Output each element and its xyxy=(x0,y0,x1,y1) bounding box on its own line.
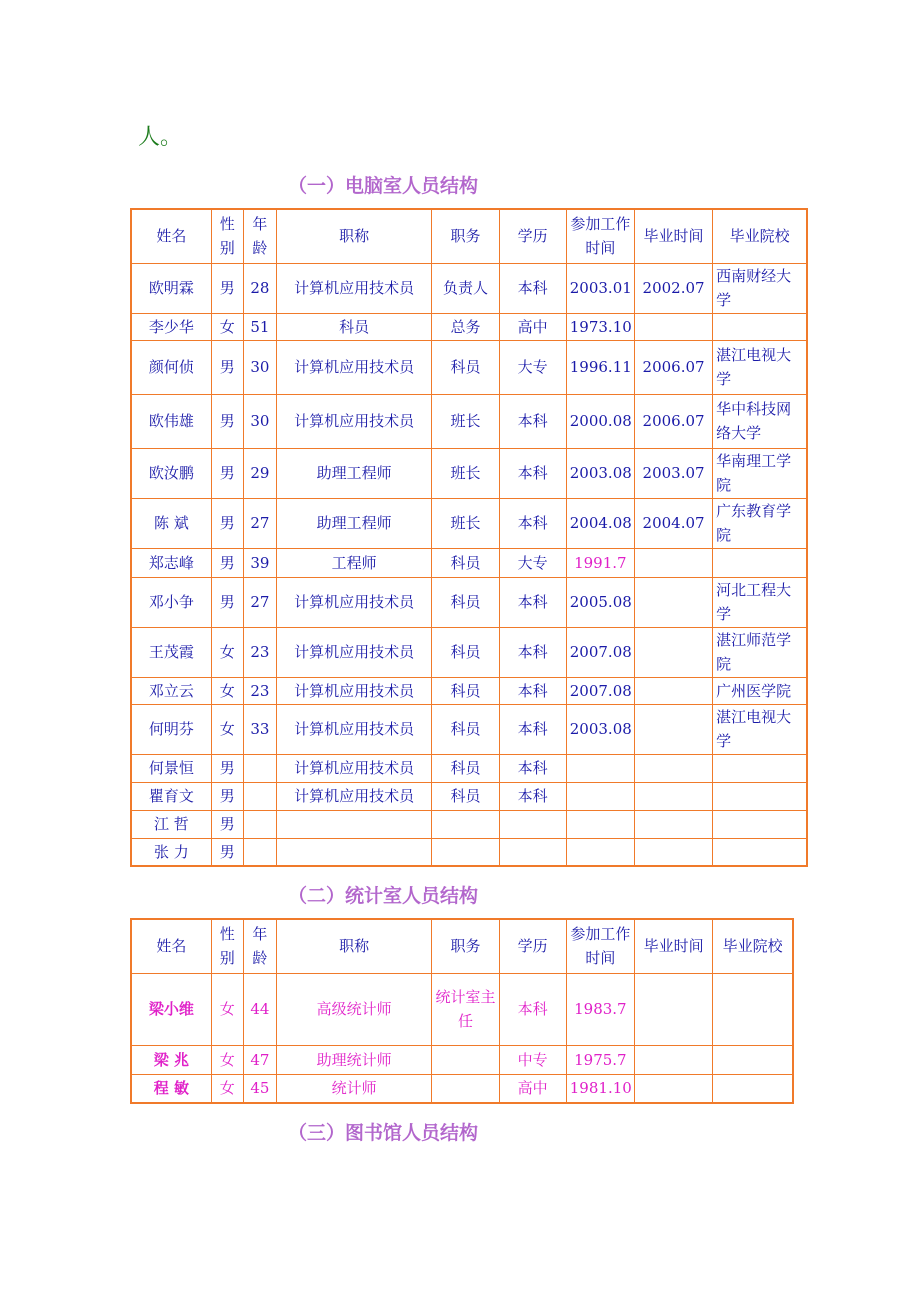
table-row xyxy=(131,263,807,313)
cell-grad-time xyxy=(634,704,712,754)
cell-education: 本科 xyxy=(499,782,566,810)
cell-position: 班长 xyxy=(432,498,499,548)
col-grad-time: 毕业时间 xyxy=(634,919,712,973)
cell-grad-time xyxy=(634,782,712,810)
cell-position xyxy=(432,1045,499,1074)
cell-age: 29 xyxy=(243,448,276,498)
cell-school: 河北工程大学 xyxy=(713,577,807,627)
cell-position xyxy=(432,838,499,866)
cell-school: 广东教育学院 xyxy=(713,498,807,548)
cell-position: 科员 xyxy=(432,548,499,577)
table-row xyxy=(131,340,807,394)
col-age: 年龄 xyxy=(243,919,276,973)
cell-work-start: 2003.08 xyxy=(566,704,634,754)
col-work-start: 参加工作时间 xyxy=(566,209,634,263)
cell-school xyxy=(713,313,807,340)
cell-title: 计算机应用技术员 xyxy=(276,263,431,313)
cell-education: 大专 xyxy=(499,340,566,394)
cell-age xyxy=(243,838,276,866)
cell-education: 大专 xyxy=(499,548,566,577)
cell-school: 湛江电视大学 xyxy=(713,704,807,754)
cell-education: 本科 xyxy=(499,677,566,704)
cell-work-start: 1991.7 xyxy=(566,548,634,577)
cell-name: 陈 斌 xyxy=(131,498,211,548)
cell-grad-time xyxy=(634,810,712,838)
cell-education: 中专 xyxy=(499,1045,566,1074)
cell-age: 47 xyxy=(243,1045,276,1074)
section-title-library: （三）图书馆人员结构 xyxy=(288,1122,479,1144)
col-title: 职称 xyxy=(276,919,431,973)
cell-education: 本科 xyxy=(499,973,566,1045)
cell-grad-time xyxy=(634,838,712,866)
cell-name: 何景恒 xyxy=(131,754,211,782)
table-row xyxy=(131,1045,793,1074)
cell-school: 华中科技网络大学 xyxy=(713,394,807,448)
cell-school xyxy=(713,548,807,577)
cell-work-start: 2004.08 xyxy=(566,498,634,548)
cell-work-start: 2007.08 xyxy=(566,677,634,704)
cell-age: 27 xyxy=(243,498,276,548)
cell-title: 助理统计师 xyxy=(276,1045,431,1074)
table-row xyxy=(131,577,807,627)
section-title-computer-room: （一）电脑室人员结构 xyxy=(288,175,479,197)
cell-school: 广州医学院 xyxy=(713,677,807,704)
cell-name: 江 哲 xyxy=(131,810,211,838)
table-row xyxy=(131,677,807,704)
cell-gender: 男 xyxy=(211,394,243,448)
col-school: 毕业院校 xyxy=(713,209,807,263)
cell-school: 西南财经大学 xyxy=(713,263,807,313)
cell-title: 计算机应用技术员 xyxy=(276,394,431,448)
cell-gender: 男 xyxy=(211,838,243,866)
cell-name: 欧明霖 xyxy=(131,263,211,313)
section-title-statistics-room: （二）统计室人员结构 xyxy=(288,885,479,907)
cell-position: 科员 xyxy=(432,677,499,704)
cell-gender: 男 xyxy=(211,810,243,838)
cell-education xyxy=(499,838,566,866)
col-name: 姓名 xyxy=(131,209,211,263)
table-row xyxy=(131,810,807,838)
cell-education: 本科 xyxy=(499,263,566,313)
cell-age: 39 xyxy=(243,548,276,577)
cell-name: 梁 兆 xyxy=(131,1045,211,1074)
cell-age: 51 xyxy=(243,313,276,340)
cell-work-start xyxy=(566,754,634,782)
cell-grad-time xyxy=(634,1074,712,1103)
computer-room-staff-table xyxy=(130,208,808,867)
cell-work-start xyxy=(566,782,634,810)
cell-age xyxy=(243,754,276,782)
cell-gender: 男 xyxy=(211,340,243,394)
cell-gender: 男 xyxy=(211,782,243,810)
cell-work-start xyxy=(566,838,634,866)
cell-grad-time: 2004.07 xyxy=(634,498,712,548)
cell-education: 本科 xyxy=(499,498,566,548)
cell-position: 科员 xyxy=(432,577,499,627)
cell-education: 本科 xyxy=(499,448,566,498)
cell-name: 李少华 xyxy=(131,313,211,340)
cell-education: 本科 xyxy=(499,704,566,754)
cell-school: 华南理工学院 xyxy=(713,448,807,498)
cell-position: 总务 xyxy=(432,313,499,340)
cell-grad-time xyxy=(634,577,712,627)
cell-title: 计算机应用技术员 xyxy=(276,754,431,782)
cell-position xyxy=(432,810,499,838)
cell-name: 王茂霞 xyxy=(131,627,211,677)
cell-work-start: 1981.10 xyxy=(566,1074,634,1103)
cell-work-start: 2000.08 xyxy=(566,394,634,448)
col-age: 年龄 xyxy=(243,209,276,263)
cell-grad-time xyxy=(634,754,712,782)
table-header-row xyxy=(131,209,807,263)
cell-work-start: 2007.08 xyxy=(566,627,634,677)
cell-work-start: 1975.7 xyxy=(566,1045,634,1074)
col-education: 学历 xyxy=(499,919,566,973)
cell-title xyxy=(276,810,431,838)
cell-position: 班长 xyxy=(432,394,499,448)
cell-title: 计算机应用技术员 xyxy=(276,577,431,627)
cell-title xyxy=(276,838,431,866)
cell-position: 统计室主任 xyxy=(432,973,499,1045)
cell-position: 负责人 xyxy=(432,263,499,313)
cell-age: 23 xyxy=(243,677,276,704)
col-position: 职务 xyxy=(432,919,499,973)
cell-gender: 女 xyxy=(211,313,243,340)
table-row xyxy=(131,394,807,448)
cell-title: 计算机应用技术员 xyxy=(276,782,431,810)
cell-gender: 女 xyxy=(211,1045,243,1074)
cell-grad-time xyxy=(634,548,712,577)
table-row xyxy=(131,548,807,577)
cell-school: 湛江师范学院 xyxy=(713,627,807,677)
cell-age: 30 xyxy=(243,394,276,448)
table-row xyxy=(131,498,807,548)
cell-grad-time xyxy=(634,1045,712,1074)
cell-position xyxy=(432,1074,499,1103)
table-row xyxy=(131,754,807,782)
cell-grad-time: 2006.07 xyxy=(634,394,712,448)
col-title: 职称 xyxy=(276,209,431,263)
intro-text: 人。 xyxy=(138,125,183,150)
cell-age: 44 xyxy=(243,973,276,1045)
cell-name: 颜何侦 xyxy=(131,340,211,394)
table-row xyxy=(131,627,807,677)
cell-work-start: 2005.08 xyxy=(566,577,634,627)
cell-position: 科员 xyxy=(432,704,499,754)
cell-name: 梁小维 xyxy=(131,973,211,1045)
cell-gender: 女 xyxy=(211,973,243,1045)
cell-school xyxy=(713,838,807,866)
cell-name: 欧汝鹏 xyxy=(131,448,211,498)
table-row xyxy=(131,1074,793,1103)
cell-title: 助理工程师 xyxy=(276,448,431,498)
cell-title: 高级统计师 xyxy=(276,973,431,1045)
cell-gender: 男 xyxy=(211,498,243,548)
cell-age: 28 xyxy=(243,263,276,313)
statistics-room-staff-table xyxy=(130,918,794,1104)
cell-position: 科员 xyxy=(432,340,499,394)
table-row xyxy=(131,704,807,754)
cell-education: 高中 xyxy=(499,313,566,340)
cell-name: 邓小争 xyxy=(131,577,211,627)
cell-position: 科员 xyxy=(432,627,499,677)
cell-title: 工程师 xyxy=(276,548,431,577)
cell-gender: 男 xyxy=(211,263,243,313)
table-row xyxy=(131,448,807,498)
cell-education: 高中 xyxy=(499,1074,566,1103)
cell-gender: 男 xyxy=(211,577,243,627)
cell-work-start: 1973.10 xyxy=(566,313,634,340)
cell-school xyxy=(713,1045,793,1074)
col-gender: 性别 xyxy=(211,209,243,263)
cell-grad-time xyxy=(634,973,712,1045)
cell-gender: 女 xyxy=(211,677,243,704)
cell-grad-time xyxy=(634,627,712,677)
table-row xyxy=(131,782,807,810)
cell-grad-time: 2006.07 xyxy=(634,340,712,394)
cell-school xyxy=(713,754,807,782)
cell-work-start: 2003.01 xyxy=(566,263,634,313)
table-row xyxy=(131,973,793,1045)
cell-title: 计算机应用技术员 xyxy=(276,677,431,704)
cell-grad-time: 2002.07 xyxy=(634,263,712,313)
cell-name: 张 力 xyxy=(131,838,211,866)
col-work-start: 参加工作时间 xyxy=(566,919,634,973)
col-education: 学历 xyxy=(499,209,566,263)
cell-title: 计算机应用技术员 xyxy=(276,340,431,394)
cell-title: 计算机应用技术员 xyxy=(276,627,431,677)
cell-grad-time: 2003.07 xyxy=(634,448,712,498)
cell-school xyxy=(713,782,807,810)
cell-title: 统计师 xyxy=(276,1074,431,1103)
cell-education: 本科 xyxy=(499,577,566,627)
cell-gender: 女 xyxy=(211,627,243,677)
cell-work-start: 1996.11 xyxy=(566,340,634,394)
cell-grad-time xyxy=(634,313,712,340)
table-row xyxy=(131,313,807,340)
cell-school: 湛江电视大学 xyxy=(713,340,807,394)
cell-title: 助理工程师 xyxy=(276,498,431,548)
col-name: 姓名 xyxy=(131,919,211,973)
cell-name: 郑志峰 xyxy=(131,548,211,577)
col-grad-time: 毕业时间 xyxy=(634,209,712,263)
cell-gender: 男 xyxy=(211,754,243,782)
cell-age xyxy=(243,782,276,810)
cell-age xyxy=(243,810,276,838)
cell-age: 45 xyxy=(243,1074,276,1103)
col-position: 职务 xyxy=(432,209,499,263)
cell-work-start: 1983.7 xyxy=(566,973,634,1045)
cell-school xyxy=(713,973,793,1045)
cell-title: 计算机应用技术员 xyxy=(276,704,431,754)
cell-age: 27 xyxy=(243,577,276,627)
col-school: 毕业院校 xyxy=(713,919,793,973)
cell-education: 本科 xyxy=(499,754,566,782)
cell-work-start: 2003.08 xyxy=(566,448,634,498)
cell-position: 班长 xyxy=(432,448,499,498)
cell-school xyxy=(713,1074,793,1103)
table-header-row xyxy=(131,919,793,973)
cell-position: 科员 xyxy=(432,782,499,810)
cell-school xyxy=(713,810,807,838)
cell-position: 科员 xyxy=(432,754,499,782)
cell-gender: 女 xyxy=(211,1074,243,1103)
table-row xyxy=(131,838,807,866)
cell-title: 科员 xyxy=(276,313,431,340)
cell-name: 邓立云 xyxy=(131,677,211,704)
cell-age: 23 xyxy=(243,627,276,677)
cell-gender: 男 xyxy=(211,548,243,577)
cell-work-start xyxy=(566,810,634,838)
cell-education: 本科 xyxy=(499,394,566,448)
cell-name: 何明芬 xyxy=(131,704,211,754)
cell-age: 30 xyxy=(243,340,276,394)
cell-grad-time xyxy=(634,677,712,704)
cell-name: 欧伟雄 xyxy=(131,394,211,448)
cell-age: 33 xyxy=(243,704,276,754)
cell-name: 程 敏 xyxy=(131,1074,211,1103)
cell-education: 本科 xyxy=(499,627,566,677)
cell-gender: 男 xyxy=(211,448,243,498)
col-gender: 性别 xyxy=(211,919,243,973)
cell-education xyxy=(499,810,566,838)
cell-gender: 女 xyxy=(211,704,243,754)
cell-name: 瞿育文 xyxy=(131,782,211,810)
